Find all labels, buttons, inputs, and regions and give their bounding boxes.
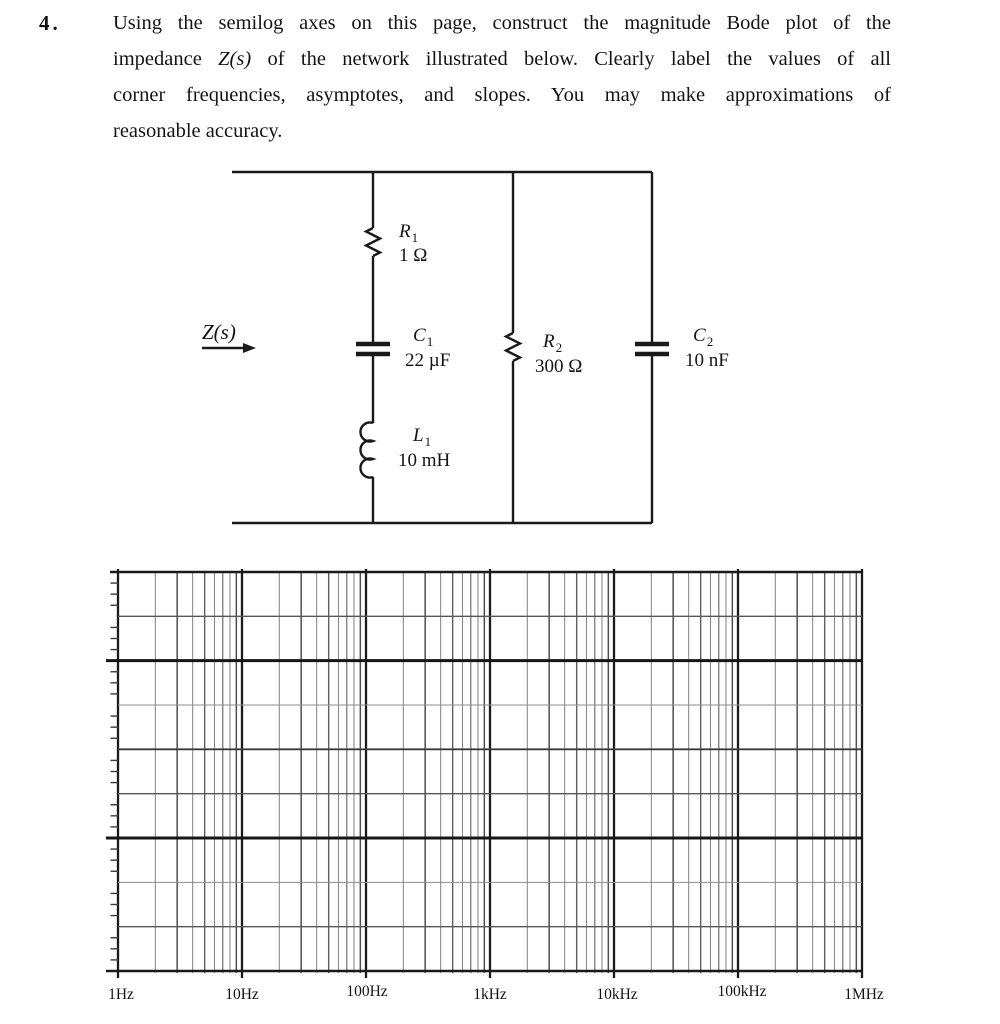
x-tick-label-10hz: 10Hz	[225, 986, 259, 1003]
r1-label: $R_1$	[399, 221, 419, 245]
r2-label: $R_2$	[543, 331, 563, 355]
grid-lines	[106, 569, 862, 978]
c2-value: 10 nF	[685, 350, 729, 371]
resistor-r2-symbol	[506, 333, 520, 361]
input-arrow-head	[243, 343, 256, 353]
c1-label: $C_1$	[413, 325, 434, 349]
problem-text-line3: corner frequencies, asymptotes, and slopes. You may make approximations of	[113, 84, 891, 106]
inductor-l1-symbol	[360, 423, 373, 478]
r2-value: 300 Ω	[535, 356, 583, 377]
x-tick-label-10khz: 10kHz	[596, 986, 638, 1003]
c1-value: 22 µF	[405, 350, 451, 371]
circuit-diagram	[180, 160, 780, 550]
x-tick-label-100hz: 100Hz	[346, 983, 388, 1000]
l1-value: 10 mH	[398, 450, 451, 471]
c2-label: $C_2$	[693, 325, 714, 349]
semilog-grid	[90, 555, 1000, 1024]
impedance-symbol: Z(s)	[218, 48, 252, 70]
input-impedance-label: Z(s)	[202, 320, 236, 344]
x-tick-label-1khz: 1kHz	[473, 986, 507, 1003]
resistor-r1-symbol	[366, 228, 380, 256]
problem-number: 4.	[39, 11, 61, 35]
x-tick-label-1mhz: 1MHz	[844, 986, 884, 1003]
problem-text-line4: reasonable accuracy.	[113, 120, 283, 142]
problem-text-line2: impedance Z(s) of the network illustrated below. Clearly label the values of all	[113, 48, 892, 70]
r1-value: 1 Ω	[399, 245, 428, 266]
l1-label: $L_1$	[413, 425, 432, 449]
problem-text-line1: Using the semilog axes on this page, construct the magnitude Bode plot of the	[113, 12, 891, 34]
problem-text	[113, 5, 891, 149]
x-tick-label-1hz: 1Hz	[108, 986, 134, 1003]
x-tick-label-100khz: 100kHz	[717, 983, 767, 1000]
